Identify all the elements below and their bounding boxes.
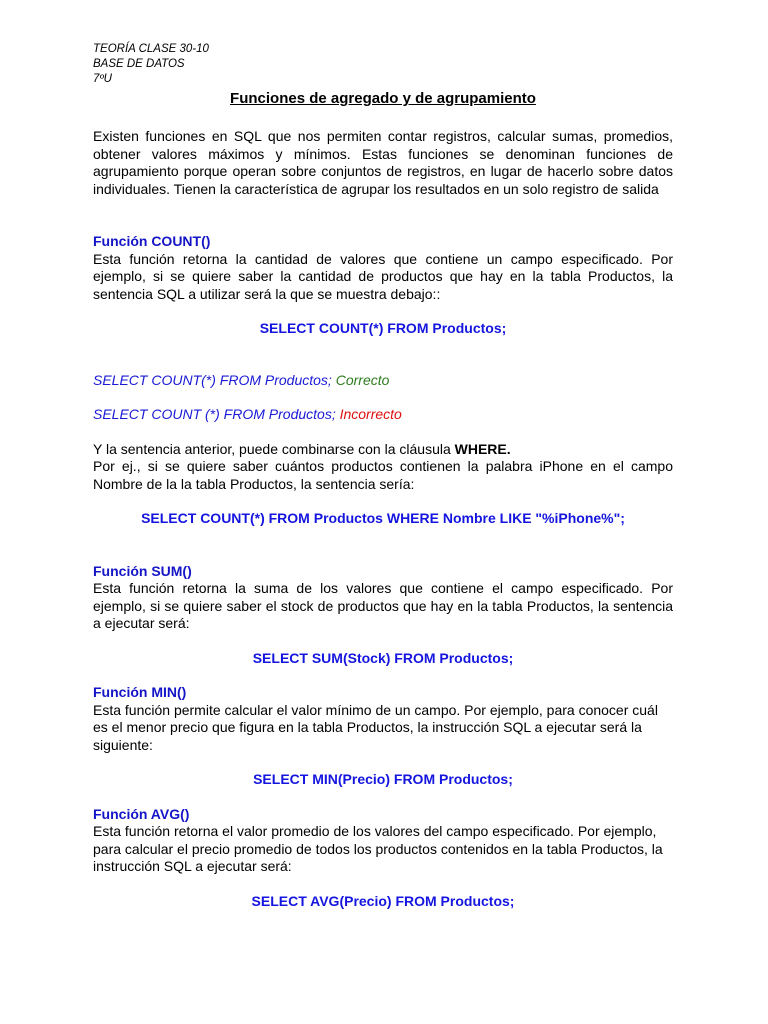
sum-code: SELECT SUM(Stock) FROM Productos; xyxy=(252,649,514,666)
count-code: SELECT COUNT(*) FROM Productos; xyxy=(259,320,507,336)
avg-code: SELECT AVG(Precio) FROM Productos; xyxy=(251,892,515,909)
min-code: SELECT MIN(Precio) FROM Productos; xyxy=(253,771,513,787)
header-class-line: TEORÍA CLASE 30-10 xyxy=(93,43,209,55)
count-example-incorrect xyxy=(93,406,673,424)
sum-description: Esta función retorna la suma de los valores que contiene el campo especificado. Por ejemplo, si se quiere saber el stock de productos que hay en la tabla Productos, la sentencia a ejecutar será: xyxy=(93,580,673,631)
min-heading: Función MIN() xyxy=(93,684,187,700)
where-example: Por ej., si se quiere saber cuántos productos contienen la palabra iPhone en el campo Nombre de la la tabla Productos, la sentencia sería: xyxy=(93,458,673,492)
header-group-line: 7ºU xyxy=(93,73,112,85)
document-content xyxy=(93,42,673,910)
where-code: SELECT COUNT(*) FROM Productos WHERE Nombre LIKE "%iPhone%"; xyxy=(141,510,625,526)
example-correct-code: SELECT COUNT(*) FROM Productos; xyxy=(93,371,332,388)
where-keyword: WHERE. xyxy=(454,440,511,457)
where-intro xyxy=(93,441,673,459)
count-example-correct xyxy=(93,372,673,390)
page-title: Funciones de agregado y de agrupamiento xyxy=(230,90,536,107)
avg-description: Esta función retorna el valor promedio de los valores del campo especificado. Por ejemplo, para calcular el precio promedio de todos los productos contenidos en la tabla Productos, la instrucción SQL a ejecutar será: xyxy=(93,823,663,874)
count-description: Esta función retorna la cantidad de valores que contiene un campo especificado. Por ejemplo, si se quiere saber la cantidad de productos que hay en la tabla Productos, la sentencia SQL a utilizar será la que se muestra debajo:: xyxy=(93,250,673,302)
example-incorrect-code: SELECT COUNT (*) FROM Productos; xyxy=(93,406,336,422)
intro-paragraph: Existen funciones en SQL que nos permiten contar registros, calcular sumas, promedios, obtener valores máximos y mínimos. Estas funciones se denominan funciones de agrupamiento porque operan sobre conjuntos de registros, en lugar de hacerlo sobre datos individuales. Tienen la característica de agrupar los resultados en un solo registro de salida xyxy=(93,128,673,197)
header-subject-line: BASE DE DATOS xyxy=(93,58,185,70)
example-correct-label: Correcto xyxy=(335,371,390,388)
min-description: Esta función permite calcular el valor mínimo de un campo. Por ejemplo, para conocer cuál es el menor precio que figura en la tabla Productos, la instrucción SQL a ejecutar será la siguiente: xyxy=(93,701,658,753)
sum-heading: Función SUM() xyxy=(93,562,192,579)
avg-heading: Función AVG() xyxy=(93,805,190,822)
where-text: Y la sentencia anterior, puede combinarse con la cláusula xyxy=(93,440,455,457)
count-heading: Función COUNT() xyxy=(93,233,211,249)
example-incorrect-label: Incorrecto xyxy=(339,406,402,422)
